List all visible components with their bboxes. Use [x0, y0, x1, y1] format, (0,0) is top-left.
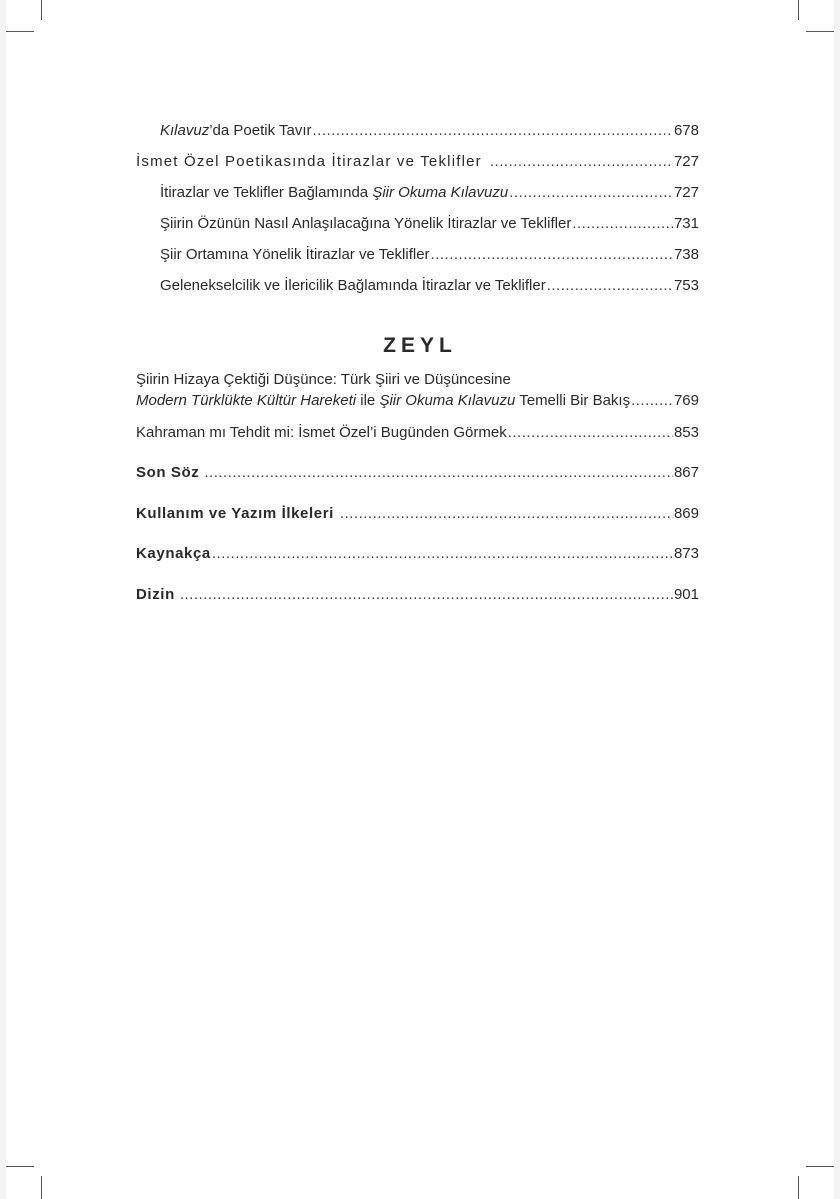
- toc-page-number: 753: [673, 277, 699, 294]
- toc-page-number: 738: [673, 246, 699, 263]
- section-heading-zeyl: ZEYL: [383, 334, 457, 357]
- crop-mark-top-right-horizontal: [806, 31, 834, 32]
- toc-leader-dots: [509, 183, 673, 203]
- crop-mark-top-right-vertical: [798, 0, 799, 20]
- toc-page-number: 769: [673, 392, 699, 409]
- toc-leader-dots: [631, 391, 673, 411]
- toc-entry[interactable]: [0, 152, 699, 172]
- toc-entry-title: Gelenekselcilik ve İlericilik Bağlamında İtirazlar ve Teklifler: [160, 277, 546, 294]
- toc-entry[interactable]: [0, 214, 699, 234]
- toc-leader-dots: [212, 544, 673, 564]
- toc-entry[interactable]: [0, 544, 699, 564]
- toc-leader-dots: [547, 276, 673, 296]
- toc-entry-title: Modern Türklükte Kültür Hareketi ile Şiir Okuma Kılavuzu Temelli Bir Bakış: [136, 392, 631, 409]
- toc-leader-dots: [490, 152, 673, 172]
- toc-page-number: 678: [673, 122, 699, 139]
- toc-entry[interactable]: [0, 504, 699, 524]
- toc-entry-title: Kaynakça: [136, 545, 211, 562]
- crop-mark-bottom-left-horizontal: [6, 1166, 34, 1167]
- toc-leader-dots: [204, 463, 673, 483]
- toc-entry-title: İsmet Özel Poetikasında İtirazlar ve Teklifler: [136, 153, 482, 170]
- toc-page-number: 731: [673, 215, 699, 232]
- toc-page-number: 727: [673, 184, 699, 201]
- toc-entry-title: Kahraman mı Tehdit mi: İsmet Özel’i Bugünden Görmek: [136, 424, 507, 441]
- crop-mark-top-left-horizontal: [6, 31, 34, 32]
- toc-leader-dots: [508, 423, 673, 443]
- toc-entry[interactable]: [0, 391, 699, 411]
- toc-page-number: 873: [673, 545, 699, 562]
- toc-page-number: 869: [673, 505, 699, 522]
- toc-entry[interactable]: [0, 463, 699, 483]
- toc-page-number: 867: [673, 464, 699, 481]
- toc-entry[interactable]: [0, 585, 699, 605]
- toc-entry-title: Kullanım ve Yazım İlkeleri: [136, 505, 334, 522]
- toc-entry-title: Dizin: [136, 586, 175, 603]
- toc-entry-title-line[interactable]: Şiirin Hizaya Çektiği Düşünce: Türk Şiiri ve Düşüncesine: [136, 371, 511, 388]
- toc-leader-dots: [340, 504, 673, 524]
- crop-mark-bottom-right-vertical: [798, 1176, 799, 1199]
- crop-mark-bottom-left-vertical: [41, 1176, 42, 1199]
- toc-entry[interactable]: [0, 121, 699, 141]
- toc-page-number: 853: [673, 424, 699, 441]
- toc-entry-title: Kılavuz’da Poetik Tavır: [160, 122, 312, 139]
- toc-page-number: 727: [673, 153, 699, 170]
- toc-leader-dots: [572, 214, 673, 234]
- toc-entry[interactable]: [0, 276, 699, 296]
- crop-mark-top-left-vertical: [41, 0, 42, 20]
- toc-entry-title: İtirazlar ve Teklifler Bağlamında Şiir Okuma Kılavuzu: [160, 184, 509, 201]
- toc-leader-dots: [312, 121, 672, 141]
- toc-leader-dots: [431, 245, 673, 265]
- toc-entry-title: Şiirin Özünün Nasıl Anlaşılacağına Yönelik İtirazlar ve Teklifler: [160, 215, 572, 232]
- toc-entry[interactable]: [0, 245, 699, 265]
- toc-entry-title: Son Söz: [136, 464, 200, 481]
- toc-leader-dots: [180, 585, 673, 605]
- toc-page-number: 901: [673, 586, 699, 603]
- crop-mark-bottom-right-horizontal: [806, 1166, 834, 1167]
- toc-entry-title: Şiir Ortamına Yönelik İtirazlar ve Teklifler: [160, 246, 430, 263]
- toc-entry[interactable]: [0, 423, 699, 443]
- toc-entry[interactable]: [0, 183, 699, 203]
